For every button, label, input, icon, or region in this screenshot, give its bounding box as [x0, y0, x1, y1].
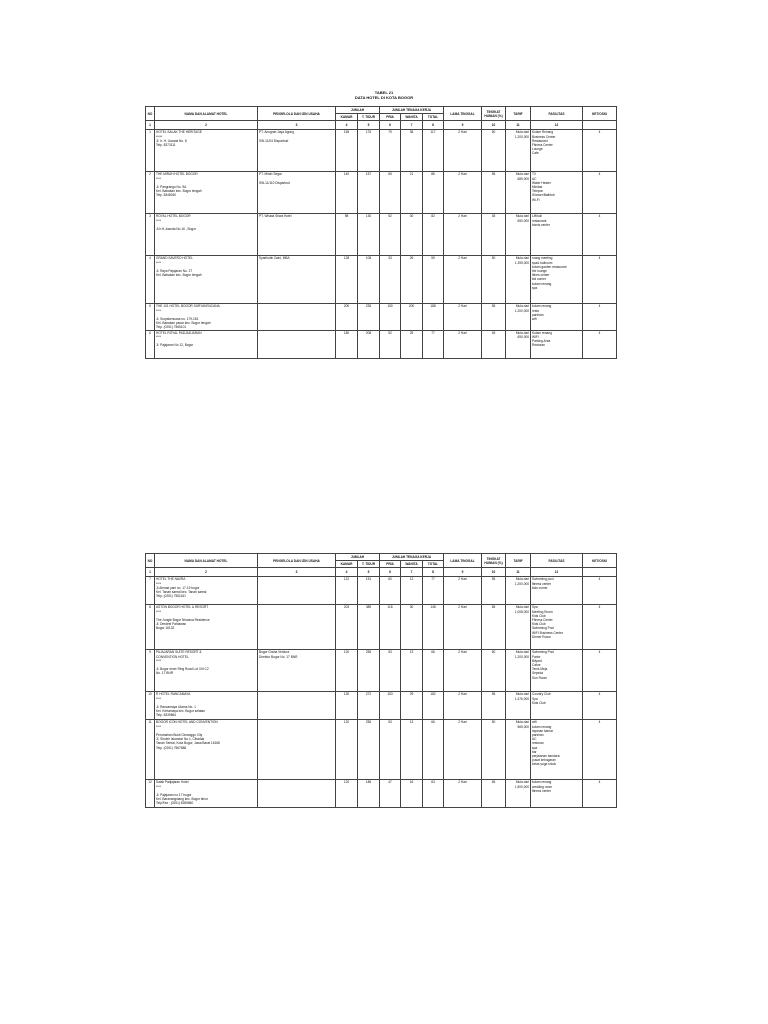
colnum-5: 5 — [358, 568, 380, 577]
row-no: 5 — [146, 304, 155, 330]
row-lama — [444, 692, 482, 720]
row-tarif: Mula dari 1,500,000 — [506, 780, 531, 808]
row-no: 11 — [146, 720, 155, 780]
row-pengelola — [258, 605, 336, 650]
row-wanita: 38 — [401, 130, 423, 172]
row-pria: 33 — [380, 256, 401, 304]
row-lama-unit: Hari — [460, 172, 467, 177]
header-pengelola: PENGELOLA DAN IZIN USAHA — [258, 107, 336, 121]
row-lama — [444, 720, 482, 780]
row-hunian: 60 — [482, 650, 506, 692]
row-wanita: 16 — [401, 780, 423, 808]
header-fasilitas: FASILITAS — [531, 554, 583, 568]
row-total: 117 — [423, 130, 444, 172]
row-no: 12 — [146, 780, 155, 808]
row-ket: 4 — [583, 692, 617, 720]
hotel-table-page2 — [145, 553, 617, 808]
row-pengelola — [258, 692, 336, 720]
row-lama-value: 2 — [458, 130, 461, 135]
row-hunian: 55 — [482, 172, 506, 214]
row-wanita: 29 — [401, 692, 423, 720]
row-hunian: 50 — [482, 130, 506, 172]
row-tidur: 186 — [358, 780, 380, 808]
row-tarif: Mula dari 565,000 — [506, 720, 531, 780]
row-total: 86 — [423, 172, 444, 214]
row-hunian: 45 — [482, 214, 506, 256]
row-lama — [444, 650, 482, 692]
row-lama-value: 2 — [458, 172, 461, 177]
row-no: 2 — [146, 172, 155, 214]
row-fasilitas: ruang meeting spa& ballroom kolam garden restaurant the lounge fitnes center kid corner kolam renang spa — [531, 256, 583, 304]
row-kamar: 122 — [336, 577, 358, 605]
row-tidur: 151 — [358, 577, 380, 605]
header-pria: PRIA — [380, 114, 401, 121]
colnum-1: 1 — [146, 568, 155, 577]
header-nama: NAMA DAN ALAMAT HOTEL — [155, 554, 258, 568]
row-hunian: 65 — [482, 605, 506, 650]
row-no: 9 — [146, 650, 155, 692]
row-wanita: 26 — [401, 256, 423, 304]
row-total: 77 — [423, 330, 444, 358]
row-ket: 4 — [583, 577, 617, 605]
row-hunian: 50 — [482, 720, 506, 780]
colnum-7: 7 — [401, 568, 423, 577]
row-lama-unit: Hari — [460, 304, 467, 309]
row-pria: 150 — [380, 304, 401, 330]
table-row — [146, 130, 617, 172]
colnum-blank — [583, 568, 617, 577]
row-no: 3 — [146, 214, 155, 256]
row-pengelola — [258, 780, 336, 808]
row-nama-alamat: BOGOR ICON HOTEL AND CONVENTION **** Perumahan Bukit Cimanggu City Jl. Sholeh Iskandar No.1, Cibadak Tanah Sereal, Kota Bogor, Jawa Barat 16168 Telp. (0251) 7567888 — [155, 720, 258, 780]
row-wanita: 200 — [401, 304, 423, 330]
row-kamar: 200 — [336, 304, 358, 330]
row-lama-unit: Hari — [460, 650, 467, 655]
row-total: 66 — [423, 650, 444, 692]
row-ket: 4 — [583, 256, 617, 304]
row-wanita: 30 — [401, 214, 423, 256]
row-fasilitas: Swimming pool fitness center kids corner — [531, 577, 583, 605]
header-tidur: T. TIDUR — [358, 561, 380, 568]
table-row — [146, 780, 617, 808]
row-tarif: Mula dari 689,000 — [506, 172, 531, 214]
row-lama — [444, 605, 482, 650]
row-lama-value: 2 — [458, 692, 461, 697]
row-lama-unit: Hari — [460, 214, 467, 219]
header-lama-tinggal: LAMA TINGGAL — [444, 554, 482, 568]
header-lama-tinggal: LAMA TINGGAL — [444, 107, 482, 121]
header-hunian: TINGKAT HUNIAN (%) — [482, 554, 506, 568]
row-nama-alamat: THE MIRAH HOTEL BOGOR **** Jl. Pangrango No. 9A Kel. Babakan kec. Bogor tengah Telp. 8348040 — [155, 172, 258, 214]
row-nama-alamat: HOTEL ROYAL PADJADJARAN **** Jl. Pajajaran No 12, Bogor — [155, 330, 258, 358]
row-lama-value: 2 — [458, 304, 461, 309]
header-tenaga-kerja: JUMLAH TENAGA KERJA — [380, 107, 444, 114]
colnum-blank — [583, 121, 617, 130]
row-wanita: 13 — [401, 650, 423, 692]
row-kamar: 180 — [336, 330, 358, 358]
row-lama-unit: Hari — [460, 780, 467, 785]
row-tarif: Mula dari 1,200,000 — [506, 577, 531, 605]
row-lama — [444, 577, 482, 605]
row-ket: 4 — [583, 650, 617, 692]
row-total: 63 — [423, 780, 444, 808]
row-hunian: 55 — [482, 577, 506, 605]
header-no: NO — [146, 554, 155, 568]
row-wanita: 13 — [401, 720, 423, 780]
row-no: 10 — [146, 692, 155, 720]
row-ket: 4 — [583, 720, 617, 780]
row-tidur: 208 — [358, 330, 380, 358]
table-row — [146, 172, 617, 214]
row-ket: 4 — [583, 304, 617, 330]
row-kamar: 140 — [336, 172, 358, 214]
header-tenaga-kerja: JUMLAH TENAGA KERJA — [380, 554, 444, 561]
row-pengelola: Bogor Graha Ventura Direktur Bogor No. 17 BNR — [258, 650, 336, 692]
row-fasilitas: Kolam renang WIFI Parking Area Restoran — [531, 330, 583, 358]
row-fasilitas: kolam renang resto parkiran wifi — [531, 304, 583, 330]
colnum-12: 12 — [531, 568, 583, 577]
row-ket: 4 — [583, 780, 617, 808]
colnum-6: 6 — [380, 568, 401, 577]
colnum-9: 9 — [444, 121, 482, 130]
row-tarif: Mula dari 1,200,000 — [506, 130, 531, 172]
row-tarif: Mula dari 1,395,000 — [506, 256, 531, 304]
row-total: 188 — [423, 304, 444, 330]
row-lama-value: 2 — [458, 214, 461, 219]
colnum-10: 10 — [482, 121, 506, 130]
row-lama-value: 2 — [458, 780, 461, 785]
table-row — [146, 577, 617, 605]
row-kamar: 120 — [336, 720, 358, 780]
row-pengelola — [258, 304, 336, 330]
row-kamar: 203 — [336, 605, 358, 650]
row-nama-alamat: Salak Padjajaran Hotel **** Jl. Pajajaran no.17 bogor Kel. Baranangsiang kec. Bogor timur Telp/Fax : (0251) 8359860 — [155, 780, 258, 808]
colnum-11: 11 — [506, 568, 531, 577]
colnum-12: 12 — [531, 121, 583, 130]
row-tarif: Mula dari 1,200,000 — [506, 650, 531, 692]
hotel-table-page1 — [145, 106, 617, 359]
row-pengelola: PT. Mirah Segar SW-11/110 Disparbud — [258, 172, 336, 214]
row-fasilitas: Swimming Pool Parke Bilyard Cafue Tenis Meja Sepeda Sun Room — [531, 650, 583, 692]
row-kamar: 130 — [336, 692, 358, 720]
row-pengelola — [258, 720, 336, 780]
row-wanita: 30 — [401, 605, 423, 650]
row-nama-alamat: THE 101 HOTEL BOGOR SURYAKENCANA **** Jl. Suryakencana no. 179-181 Kel. Babakan pasar kec. Bogor tengah Telp. (0251) 7565101 — [155, 304, 258, 330]
row-ket: 4 — [583, 172, 617, 214]
row-pengelola — [258, 577, 336, 605]
row-pria: 52 — [380, 214, 401, 256]
table-row — [146, 605, 617, 650]
row-ket: 4 — [583, 214, 617, 256]
row-wanita: 12 — [401, 577, 423, 605]
table-row — [146, 304, 617, 330]
colnum-8: 8 — [423, 568, 444, 577]
row-lama — [444, 256, 482, 304]
colnum-8: 8 — [423, 121, 444, 130]
row-pria: 153 — [380, 692, 401, 720]
table-row — [146, 214, 617, 256]
row-nama-alamat: ASTON BOGOR HOTEL & RESORT **** The Jungle Bogor Nirwana Residence Jl. Dredeel Pahlawan Bogor 16132 — [155, 605, 258, 650]
row-kamar: 155 — [336, 130, 358, 172]
row-nama-alamat: GRAND SAVERO HOTEL **** Jl. Raya Pajajaran No. 27 Kel. Babakan kec. Bogor tengah — [155, 256, 258, 304]
header-tarif: TARIF — [506, 554, 531, 568]
table-row — [146, 256, 617, 304]
colnum-3: 3 — [258, 568, 336, 577]
header-wanita: WANITA — [401, 561, 423, 568]
row-wanita: 21 — [401, 172, 423, 214]
table-row — [146, 330, 617, 358]
colnum-6: 6 — [380, 121, 401, 130]
row-lama-unit: Hari — [460, 577, 467, 582]
row-lama-value: 2 — [458, 720, 461, 725]
row-no: 1 — [146, 130, 155, 172]
row-pengelola: PT. Wisata Sriwa Hotel — [258, 214, 336, 256]
row-pengelola: Syarifudin Zaini, MBA — [258, 256, 336, 304]
row-tidur: 130 — [358, 214, 380, 256]
row-pria: 53 — [380, 650, 401, 692]
row-kamar: 120 — [336, 780, 358, 808]
row-pria: 47 — [380, 780, 401, 808]
row-lama — [444, 214, 482, 256]
header-jumlah: JUMLAH — [336, 554, 380, 561]
row-tarif: Mula dari 1,200,000 — [506, 304, 531, 330]
row-ket: 4 — [583, 130, 617, 172]
colnum-7: 7 — [401, 121, 423, 130]
row-fasilitas: Country Club Spa Kids Club — [531, 692, 583, 720]
row-tarif: Mula dari 650,000 — [506, 330, 531, 358]
header-total: TOTAL — [423, 561, 444, 568]
row-lama-value: 2 — [458, 256, 461, 261]
row-kamar: 98 — [336, 214, 358, 256]
row-lama-unit: Hari — [460, 330, 467, 335]
row-lama-value: 2 — [458, 577, 461, 582]
row-hunian: 55 — [482, 304, 506, 330]
row-tarif: Mula dari 1,008,000 — [506, 605, 531, 650]
row-pria: 60 — [380, 577, 401, 605]
row-total: 182 — [423, 692, 444, 720]
colnum-1: 1 — [146, 121, 155, 130]
row-ket: 4 — [583, 330, 617, 358]
row-nama-alamat: R HOTEL RANCAMAYA **** Jl. Rancamaya Utama No. 1 Kel. Kertamaya kec. Bogor selatan Telp. 8339864 — [155, 692, 258, 720]
row-lama — [444, 780, 482, 808]
header-hunian: TINGKAT HUNIAN (%) — [482, 107, 506, 121]
table-title-line2: DATA HOTEL DI KOTA BOGOR — [354, 95, 414, 100]
row-fasilitas: TV AC Water Heater Minibar Telepon Shower/Bathtub Wi-Fi — [531, 172, 583, 214]
header-pengelola: PENGELOLA DAN IZIN USAHA — [258, 554, 336, 568]
row-fasilitas: wifi kolam renang layanan kamar parkiran AC restoran spa bar perjalanan bandara pusat kebugaran kelas yoga rokok — [531, 720, 583, 780]
row-lama-unit: Hari — [460, 720, 467, 725]
row-hunian: 45 — [482, 330, 506, 358]
header-ket: KET/OSKI — [583, 107, 617, 121]
row-kamar: 120 — [336, 650, 358, 692]
row-no: 8 — [146, 605, 155, 650]
header-kamar: KAMAR — [336, 114, 358, 121]
row-nama-alamat: ROYAL HOTEL BOGOR **** Jl.Ir.H.Juanda No.16 , Bogor — [155, 214, 258, 256]
row-nama-alamat: HOTEL SALAK THE HERITAGE ***** Jl. Ir. H. Juanda No. 8 Telp. 8373111 — [155, 130, 258, 172]
row-wanita: 25 — [401, 330, 423, 358]
row-lama-unit: Hari — [460, 605, 467, 610]
row-lama-unit: Hari — [460, 256, 467, 261]
row-fasilitas: Spa Meeting Room Kids Club Fitness Center Kids Club Swimming Pool WIFI Business Center Dinner Room — [531, 605, 583, 650]
row-lama — [444, 330, 482, 358]
table-title-line1: TABEL 21 — [374, 90, 394, 95]
row-pria: 79 — [380, 130, 401, 172]
row-total: 82 — [423, 214, 444, 256]
table-row — [146, 692, 617, 720]
row-lama — [444, 130, 482, 172]
row-pria: 65 — [380, 172, 401, 214]
header-jumlah: JUMLAH — [336, 107, 380, 114]
colnum-11: 11 — [506, 121, 531, 130]
row-lama — [444, 172, 482, 214]
row-tidur: 255 — [358, 720, 380, 780]
colnum-5: 5 — [358, 121, 380, 130]
header-wanita: WANITA — [401, 114, 423, 121]
row-no: 6 — [146, 330, 155, 358]
row-tarif: Mula dari 1,476,000 — [506, 692, 531, 720]
row-lama-unit: Hari — [460, 692, 467, 697]
row-no: 4 — [146, 256, 155, 304]
row-pria: 53 — [380, 720, 401, 780]
header-kamar: KAMAR — [336, 561, 358, 568]
header-total: TOTAL — [423, 114, 444, 121]
row-lama-unit: Hari — [460, 130, 467, 135]
row-tidur: 235 — [358, 304, 380, 330]
row-total: 59 — [423, 256, 444, 304]
row-fasilitas: kolam renang wedding room fitness center — [531, 780, 583, 808]
row-no: 7 — [146, 577, 155, 605]
header-fasilitas: FASILITAS — [531, 107, 583, 121]
row-tidur: 157 — [358, 172, 380, 214]
table-title — [0, 90, 768, 100]
row-total: 66 — [423, 720, 444, 780]
row-tidur: 255 — [358, 650, 380, 692]
header-tidur: T. TIDUR — [358, 114, 380, 121]
row-lama-value: 2 — [458, 605, 461, 610]
header-tarif: TARIF — [506, 107, 531, 121]
row-tidur: 176 — [358, 130, 380, 172]
colnum-9: 9 — [444, 568, 482, 577]
header-pria: PRIA — [380, 561, 401, 568]
header-no: NO — [146, 107, 155, 121]
row-fasilitas: Kolam Renang Business Center Restaurant Fitness Center Lounge Cafe — [531, 130, 583, 172]
row-total: 77 — [423, 577, 444, 605]
row-ket: 4 — [583, 605, 617, 650]
row-pria: 52 — [380, 330, 401, 358]
header-ket: KET/OSKI — [583, 554, 617, 568]
row-hunian: 50 — [482, 256, 506, 304]
row-tidur: 389 — [358, 605, 380, 650]
row-fasilitas: Lift/koli restaurant bisnis center — [531, 214, 583, 256]
row-pengelola — [258, 330, 336, 358]
row-tarif: Mula dari 650,000 — [506, 214, 531, 256]
colnum-4: 4 — [336, 121, 358, 130]
colnum-2: 2 — [155, 121, 258, 130]
row-hunian: 65 — [482, 780, 506, 808]
row-tidur: 108 — [358, 256, 380, 304]
row-total: 148 — [423, 605, 444, 650]
table-row — [146, 650, 617, 692]
colnum-3: 3 — [258, 121, 336, 130]
row-hunian: 55 — [482, 692, 506, 720]
header-nama: NAMA DAN ALAMAT HOTEL — [155, 107, 258, 121]
colnum-2: 2 — [155, 568, 258, 577]
row-lama — [444, 304, 482, 330]
row-nama-alamat: PAJAJARAN SUITE RESORT & CONVENTION HOTEL **** Jl. Bogor Inner Ring Road Lot XIII C2 No. 17 BNR — [155, 650, 258, 692]
colnum-10: 10 — [482, 568, 506, 577]
colnum-4: 4 — [336, 568, 358, 577]
table-row — [146, 720, 617, 780]
row-tidur: 272 — [358, 692, 380, 720]
row-nama-alamat: HOTEL THE NAVRA **** Jl.Ahmad yani no. 17-19 bogor Kel. Tanah sareal kec. Tanah sareal Telp. (0251) 7551161 — [155, 577, 258, 605]
row-lama-value: 2 — [458, 650, 461, 655]
row-pengelola: PT. Anugrah Jaya Agung SW-11/04 Disparbud — [258, 130, 336, 172]
row-lama-value: 2 — [458, 330, 461, 335]
row-pria: 118 — [380, 605, 401, 650]
row-kamar: 128 — [336, 256, 358, 304]
